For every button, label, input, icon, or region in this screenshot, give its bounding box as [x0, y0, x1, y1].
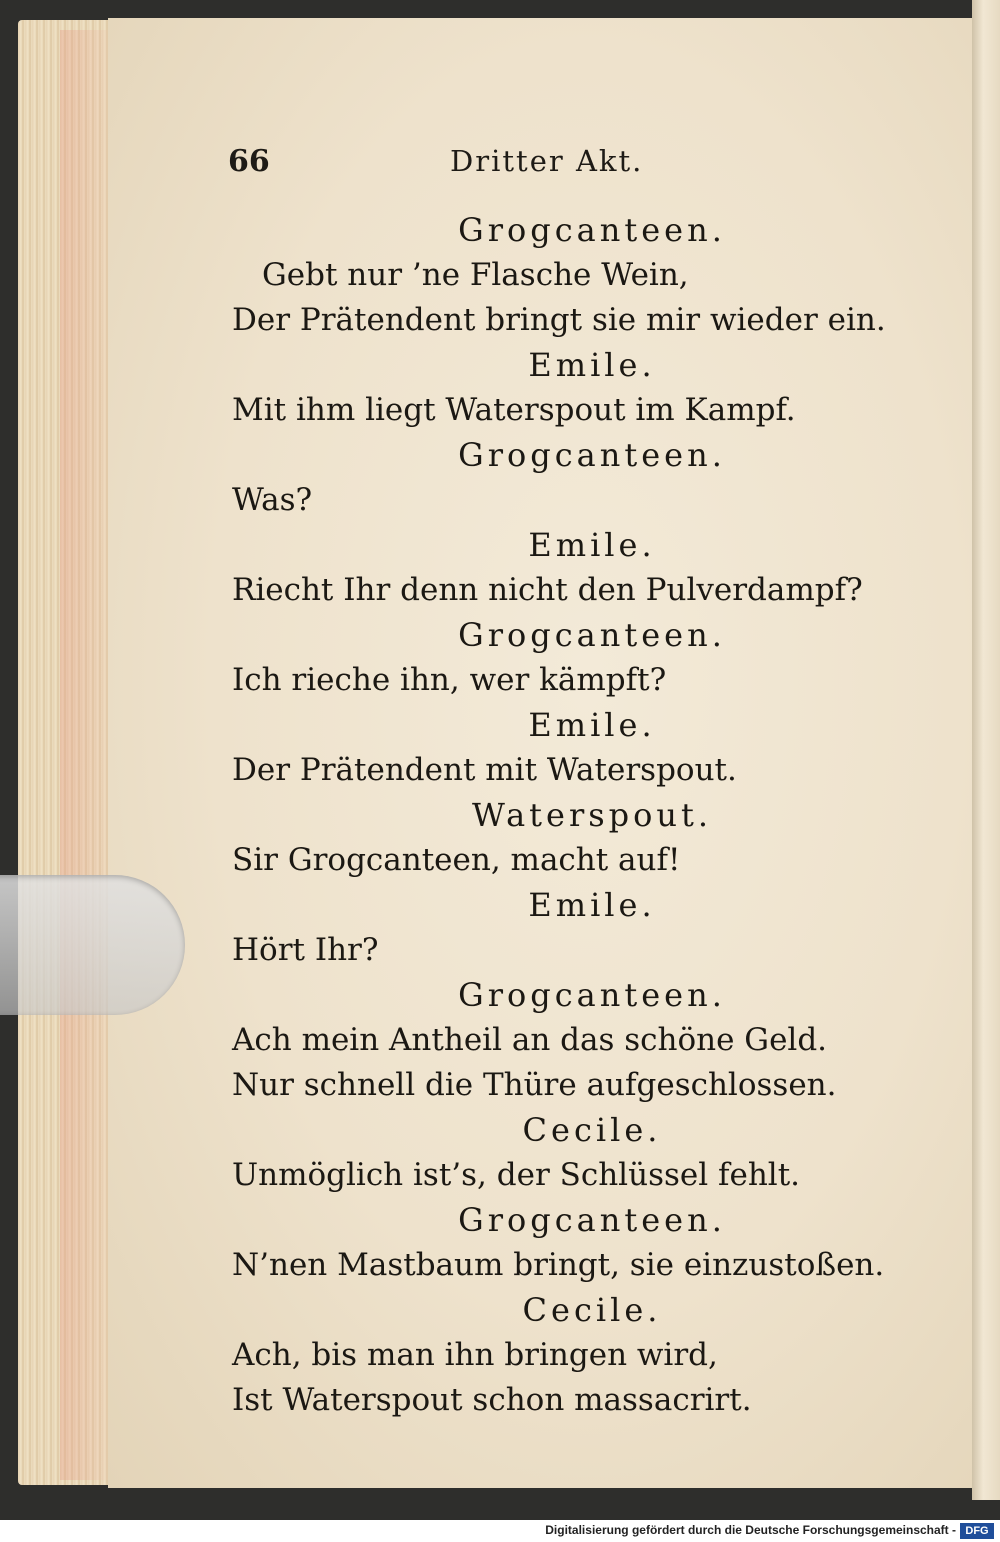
page-number: 66: [228, 144, 270, 179]
verse-line: Was?: [232, 482, 313, 518]
verse-line: Riecht Ihr denn nicht den Pulverdampf?: [232, 572, 863, 608]
speaker-name: Emile.: [528, 886, 656, 924]
verse-line: Unmöglich ist’s, der Schlüssel fehlt.: [232, 1157, 801, 1193]
speaker-name: Cecile.: [522, 1291, 662, 1329]
verse-line: Der Prätendent mit Waterspout.: [232, 752, 737, 788]
speaker-name: Emile.: [528, 526, 656, 564]
speaker-name: Grogcanteen.: [458, 616, 726, 654]
verse-line: Mit ihm liegt Waterspout im Kampf.: [232, 392, 796, 428]
verse-line: Ach, bis man ihn bringen wird,: [232, 1337, 718, 1373]
speaker-name: Waterspout.: [471, 796, 713, 834]
verse-line: Der Prätendent bringt sie mir wieder ein.: [232, 302, 886, 338]
speaker-name: Emile.: [528, 346, 656, 384]
verse-line: Sir Grogcanteen, macht auf!: [232, 842, 681, 878]
book-gutter: [972, 0, 1000, 1500]
verse-line: Ich rieche ihn, wer kämpft?: [232, 662, 667, 698]
verse-line: N’nen Mastbaum bringt, sie einzustoßen.: [232, 1247, 885, 1283]
verse-line: Gebt nur ’ne Flasche Wein,: [262, 257, 689, 293]
speaker-name: Grogcanteen.: [458, 976, 726, 1014]
page-edge-tint: [60, 30, 110, 1480]
verse-line: Hört Ihr?: [232, 932, 379, 968]
speaker-name: Grogcanteen.: [458, 1201, 726, 1239]
running-head: Dritter Akt.: [450, 144, 644, 178]
speaker-name: Cecile.: [522, 1111, 662, 1149]
footer-credit: Digitalisierung gefördert durch die Deutsche Forschungsgemeinschaft -: [545, 1523, 956, 1537]
speaker-name: Emile.: [528, 706, 656, 744]
verse-line: Ach mein Antheil an das schöne Geld.: [232, 1022, 828, 1058]
scanner-thumb-holder: [0, 875, 185, 1015]
speaker-name: Grogcanteen.: [458, 436, 726, 474]
verse-line: Nur schnell die Thüre aufgeschlossen.: [232, 1067, 837, 1103]
speaker-name: Grogcanteen.: [458, 211, 726, 249]
digitization-footer: [0, 1520, 1000, 1542]
page-header: [228, 140, 908, 190]
play-text: [232, 208, 892, 1423]
verse-line: Ist Waterspout schon massacrirt.: [232, 1382, 752, 1418]
dfg-logo-icon: DFG: [960, 1523, 994, 1539]
